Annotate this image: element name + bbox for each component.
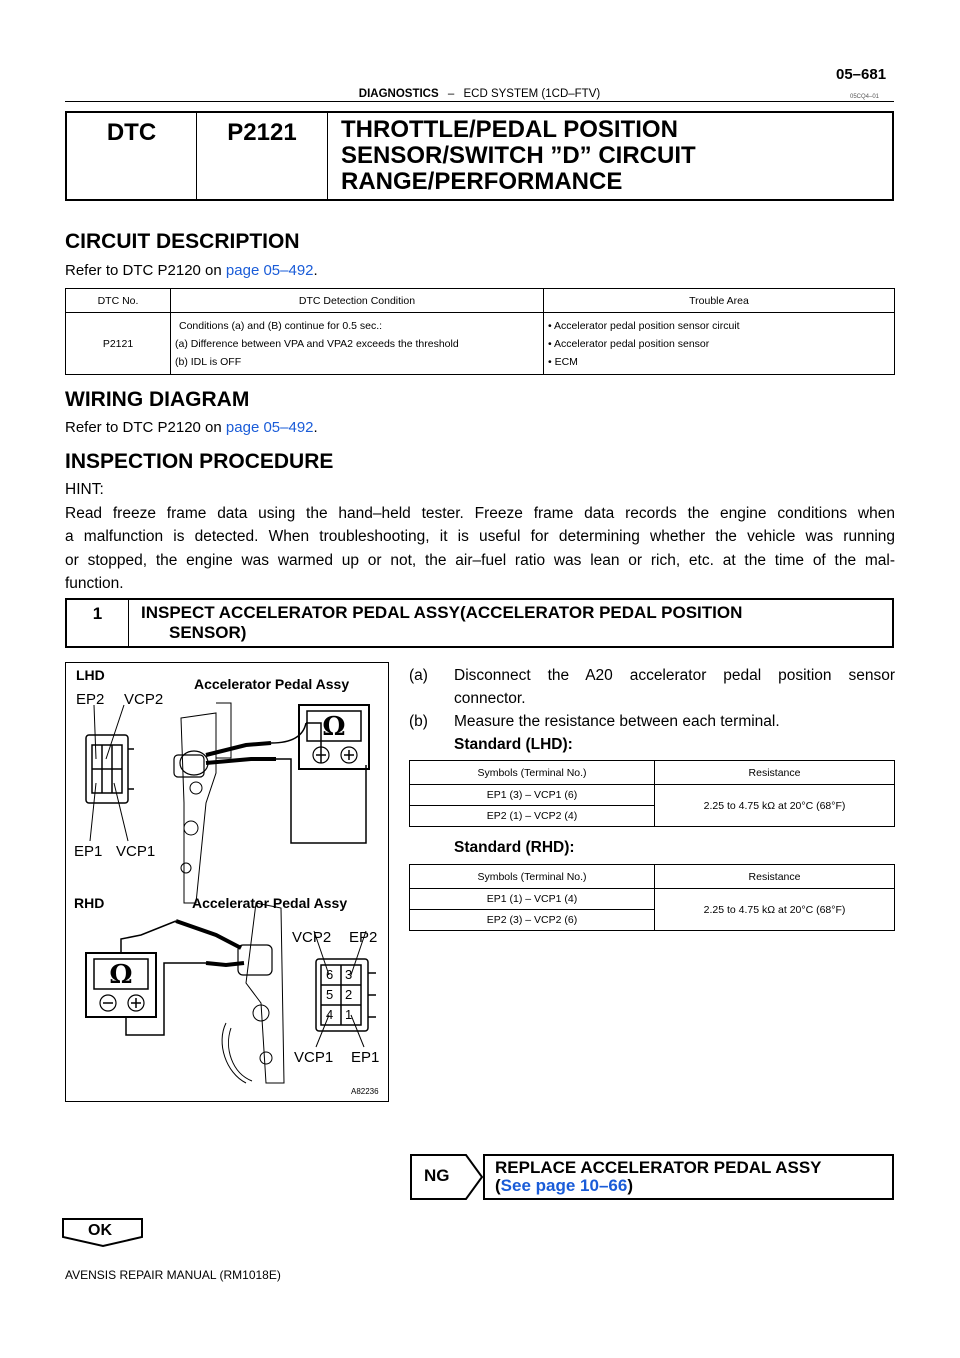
ok-label: OK xyxy=(88,1222,112,1239)
hint-paragraph xyxy=(65,478,895,596)
terminal-cell: EP1 (3) – VCP1 (6) xyxy=(410,785,655,806)
circuit-reference xyxy=(65,262,318,279)
ng-action-box xyxy=(483,1154,894,1200)
condition-line: Conditions (a) and (B) continue for 0.5 sec.: xyxy=(179,319,383,332)
step-title xyxy=(141,603,881,643)
inspection-procedure-heading: INSPECTION PROCEDURE xyxy=(65,450,334,473)
dtc-number-cell: P2121 xyxy=(66,313,171,375)
hint-line: a malfunction is detected. When troubleshooting, it is useful for determining whether the vehicle was running xyxy=(65,528,895,545)
hint-line: or stopped, the engine was warmed up or not, the air–fuel ratio was lean or rich, etc. at the time of the mal- xyxy=(65,551,895,569)
trouble-area-item: • Accelerator pedal position sensor circuit xyxy=(548,319,740,332)
ng-reference-prefix: ( xyxy=(495,1176,501,1195)
rhd-connector xyxy=(316,959,368,1031)
dtc-code: P2121 xyxy=(197,113,328,199)
trouble-area-cell xyxy=(544,313,895,375)
rhd-ep2-label: EP2 xyxy=(349,929,378,946)
table-header: Resistance xyxy=(655,761,895,785)
table-header: Resistance xyxy=(655,865,895,889)
reference-prefix: Refer to DTC P2120 on xyxy=(65,419,226,436)
lhd-vcp2-label: VCP2 xyxy=(124,691,164,708)
table-header: DTC No. xyxy=(66,289,171,313)
resistance-cell: 2.25 to 4.75 kΩ at 20°C (68°F) xyxy=(655,889,895,931)
reference-prefix: Refer to DTC P2120 on xyxy=(65,262,226,279)
step-number: 1 xyxy=(67,600,129,646)
dtc-title-line: RANGE/PERFORMANCE xyxy=(341,168,623,195)
pin-label: 3 xyxy=(345,967,353,982)
dtc-label: DTC xyxy=(67,113,197,199)
rhd-resistance-table xyxy=(409,864,895,931)
rhd-label: RHD xyxy=(74,895,105,911)
ng-label: NG xyxy=(424,1166,450,1185)
rhd-ep1-label: EP1 xyxy=(351,1049,380,1066)
dtc-title-box xyxy=(65,111,894,201)
header-rule xyxy=(65,101,894,102)
figure-illustration xyxy=(66,663,387,1100)
detection-condition-cell xyxy=(171,313,544,375)
dtc-title-line: SENSOR/SWITCH ”D” CIRCUIT xyxy=(341,142,696,169)
rhd-vcp2-label: VCP2 xyxy=(292,929,332,946)
ng-action-line: REPLACE ACCELERATOR PEDAL ASSY xyxy=(495,1158,822,1177)
standard-rhd-label: Standard (RHD): xyxy=(454,839,575,856)
pin-label: 2 xyxy=(345,987,353,1002)
instruction-b-label: (b) xyxy=(409,713,428,730)
hint-label: HINT: xyxy=(65,481,104,498)
pin-label: 6 xyxy=(326,967,334,982)
dtc-title-line: THROTTLE/PEDAL POSITION xyxy=(341,116,678,143)
dtc-title xyxy=(341,117,881,195)
lhd-ep2-label: EP2 xyxy=(76,691,105,708)
pin-label: 5 xyxy=(326,987,334,1002)
ng-action-reference xyxy=(495,1177,892,1195)
page-link[interactable]: page 05–492 xyxy=(225,262,314,279)
instruction-a-label: (a) xyxy=(409,667,428,684)
reference-suffix: . xyxy=(313,419,318,436)
ng-reference-suffix: ) xyxy=(627,1176,633,1195)
header-system: ECD SYSTEM (1CD–FTV) xyxy=(463,88,601,100)
lhd-resistance-table xyxy=(409,760,895,827)
figure-id: A82236 xyxy=(351,1087,379,1096)
table-header: Trouble Area xyxy=(544,289,895,313)
header-separator: – xyxy=(447,88,455,100)
svg-text:Ω: Ω xyxy=(322,712,346,742)
step-title-line: SENSOR) xyxy=(169,623,247,642)
svg-text:Ω: Ω xyxy=(109,960,133,990)
trouble-area-item: • Accelerator pedal position sensor xyxy=(548,337,710,350)
page-link[interactable]: See page 10–66 xyxy=(500,1176,628,1195)
instruction-b-text: Measure the resistance between each terminal. xyxy=(454,713,780,730)
reference-suffix: . xyxy=(313,262,318,279)
condition-line: (b) IDL is OFF xyxy=(175,355,242,368)
table-header: Symbols (Terminal No.) xyxy=(410,865,655,889)
instruction-a-continued: connector. xyxy=(454,690,526,707)
circuit-description-heading: CIRCUIT DESCRIPTION xyxy=(65,230,300,253)
terminal-cell: EP2 (3) – VCP2 (6) xyxy=(410,910,655,931)
wiring-reference xyxy=(65,419,318,436)
pin-label: 1 xyxy=(345,1007,353,1022)
trouble-area-item: • ECM xyxy=(548,355,578,368)
instruction-a-text: Disconnect the A20 accelerator pedal position sensor xyxy=(454,667,895,684)
dtc-detection-table xyxy=(65,288,895,375)
header-section: DIAGNOSTICS xyxy=(358,88,439,100)
rhd-assy-label: Accelerator Pedal Assy xyxy=(192,895,348,911)
running-header xyxy=(65,88,894,100)
lhd-vcp1-label: VCP1 xyxy=(116,843,156,860)
wiring-diagram-heading: WIRING DIAGRAM xyxy=(65,388,250,411)
pedal-sensor-figure xyxy=(65,662,389,1102)
page-footer: AVENSIS REPAIR MANUAL (RM1018E) xyxy=(65,1268,281,1282)
page-number: 05–681 xyxy=(836,66,887,83)
terminal-cell: EP1 (1) – VCP1 (4) xyxy=(410,889,655,910)
step-1-box xyxy=(65,598,894,648)
lhd-label: LHD xyxy=(76,667,105,683)
hint-line: function. xyxy=(65,575,124,592)
terminal-cell: EP2 (1) – VCP2 (4) xyxy=(410,806,655,827)
resistance-cell: 2.25 to 4.75 kΩ at 20°C (68°F) xyxy=(655,785,895,827)
page-link[interactable]: page 05–492 xyxy=(225,419,314,436)
step-title-line: INSPECT ACCELERATOR PEDAL ASSY(ACCELERATOR PEDAL POSITION xyxy=(141,603,743,622)
condition-line: (a) Difference between VPA and VPA2 exceeds the threshold xyxy=(175,337,459,350)
pin-label: 4 xyxy=(326,1007,334,1022)
hint-line: Read freeze frame data using the hand–held tester. Freeze frame data records the engine conditions when xyxy=(65,504,895,522)
standard-lhd-label: Standard (LHD): xyxy=(454,736,573,753)
document-code: 05CQ4–01 xyxy=(850,94,880,100)
lhd-ep1-label: EP1 xyxy=(74,843,103,860)
lhd-assy-label: Accelerator Pedal Assy xyxy=(194,676,350,692)
table-header: Symbols (Terminal No.) xyxy=(410,761,655,785)
table-header: DTC Detection Condition xyxy=(171,289,544,313)
rhd-vcp1-label: VCP1 xyxy=(294,1049,334,1066)
